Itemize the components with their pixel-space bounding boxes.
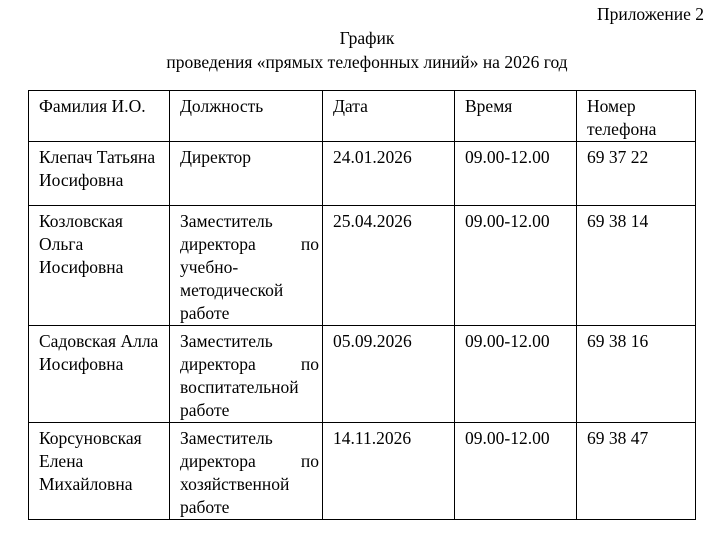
- cell-phone: 69 38 14: [577, 206, 696, 326]
- column-header-time: Время: [455, 91, 577, 142]
- cell-time: 09.00-12.00: [455, 326, 577, 423]
- table-row: [29, 142, 696, 206]
- cell-date: 24.01.2026: [323, 142, 455, 206]
- hotline-schedule-table: [28, 90, 696, 520]
- cell-date: 05.09.2026: [323, 326, 455, 423]
- cell-date: 25.04.2026: [323, 206, 455, 326]
- table-row: [29, 423, 696, 520]
- cell-name: Козловская Ольга Иосифовна: [29, 206, 170, 326]
- column-header-date: Дата: [323, 91, 455, 142]
- column-header-position: Должность: [170, 91, 323, 142]
- title-line-1: График: [339, 28, 395, 48]
- cell-position: Заместитель директора по учебно-методической работе: [170, 206, 323, 326]
- table-row: [29, 326, 696, 423]
- cell-name: Клепач Татьяна Иосифовна: [29, 142, 170, 206]
- cell-time: 09.00-12.00: [455, 206, 577, 326]
- cell-phone: 69 37 22: [577, 142, 696, 206]
- cell-position: Заместитель директора по воспитательной работе: [170, 326, 323, 423]
- cell-position: Директор: [170, 142, 323, 206]
- cell-time: 09.00-12.00: [455, 142, 577, 206]
- cell-name: Садовская Алла Иосифовна: [29, 326, 170, 423]
- cell-date: 14.11.2026: [323, 423, 455, 520]
- table-row: [29, 206, 696, 326]
- appendix-label: Приложение 2: [596, 4, 704, 24]
- table-header-row: [29, 91, 696, 142]
- cell-name: Корсуновская Елена Михайловна: [29, 423, 170, 520]
- document-title: [0, 26, 728, 74]
- cell-phone: 69 38 16: [577, 326, 696, 423]
- cell-phone: 69 38 47: [577, 423, 696, 520]
- column-header-name: Фамилия И.О.: [29, 91, 170, 142]
- cell-position: Заместитель директора по хозяйственной работе: [170, 423, 323, 520]
- column-header-phone: Номер телефона: [577, 91, 696, 142]
- title-line-2: проведения «прямых телефонных линий» на 2026 год: [166, 52, 568, 72]
- cell-time: 09.00-12.00: [455, 423, 577, 520]
